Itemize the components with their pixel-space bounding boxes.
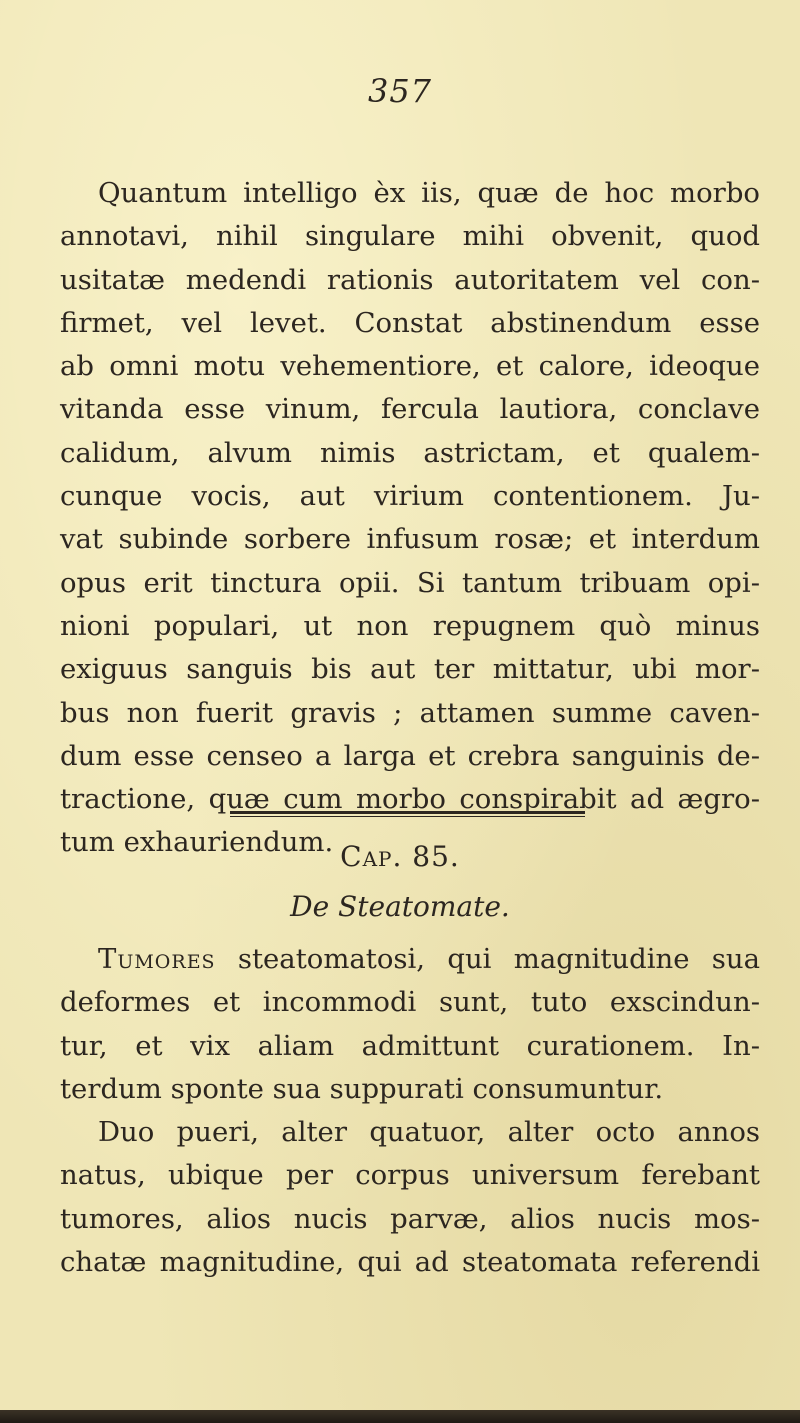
section-divider <box>230 811 585 817</box>
text-line: Quantum intelligo èx iis, quæ de hoc morbo <box>98 177 760 209</box>
text-line: usitatæ medendi rationis autoritatem vel con- <box>60 263 760 296</box>
text-line: natus, ubique per corpus universum ferebant <box>60 1159 760 1192</box>
page-number: 357 <box>367 72 433 110</box>
text-line: exiguus sanguis bis aut ter mittatur, ubi mor- <box>60 653 760 686</box>
text-line: cunque vocis, aut virium contentionem. Ju- <box>60 480 760 513</box>
text-line-rest: steatomatosi, qui magnitudine sua <box>215 943 760 975</box>
chapter-subtitle: De Steatomate. <box>290 890 510 923</box>
text-line: tum exhauriendum. <box>60 826 334 859</box>
text-line: nioni populari, ut non repugnem quò minus <box>60 609 760 642</box>
paragraph-quantum <box>60 172 760 865</box>
text-line <box>60 938 760 981</box>
text-line: tractione, quæ cum morbo conspirabit ad ægro- <box>60 783 760 816</box>
page-bottom-edge <box>0 1410 800 1423</box>
text-line: Duo pueri, alter quatuor, alter octo annos <box>98 1116 760 1149</box>
text-line: bus non fuerit gravis ; attamen summe caven- <box>60 696 760 729</box>
text-line: chatæ magnitudine, qui ad steatomata referendi <box>60 1246 760 1279</box>
text-line: vitanda esse vinum, fercula lautiora, conclave <box>60 393 760 426</box>
chapter-title: Cap. 85. <box>340 840 460 873</box>
text-line: dum esse censeo a larga et crebra sanguinis de- <box>60 739 760 772</box>
text-line: calidum, alvum nimis astrictam, et qualem- <box>60 436 760 469</box>
text-block-bottom <box>60 938 760 1284</box>
text-line: ab omni motu vehementiore, et calore, ideoque <box>60 350 760 383</box>
paragraph-duo-pueri <box>60 1111 760 1284</box>
paragraph-tumores <box>60 938 760 1111</box>
text-line: opus erit tinctura opii. Si tantum tribuam opi- <box>60 566 760 599</box>
text-line: terdum sponte sua suppurati consumuntur. <box>60 1072 664 1105</box>
text-line: firmet, vel levet. Constat abstinendum esse <box>60 306 760 339</box>
text-line: annotavi, nihil singulare mihi obvenit, quod <box>60 220 760 253</box>
text-line: tumores, alios nucis parvæ, alios nucis mos- <box>60 1202 760 1235</box>
text-line: deformes et incommodi sunt, tuto exscindun- <box>60 986 760 1019</box>
text-line: vat subinde sorbere infusum rosæ; et interdum <box>60 523 760 556</box>
lead-word: Tumores <box>98 943 216 975</box>
text-block-top <box>60 172 760 865</box>
text-line: tur, et vix aliam admittunt curationem. In- <box>60 1029 760 1062</box>
